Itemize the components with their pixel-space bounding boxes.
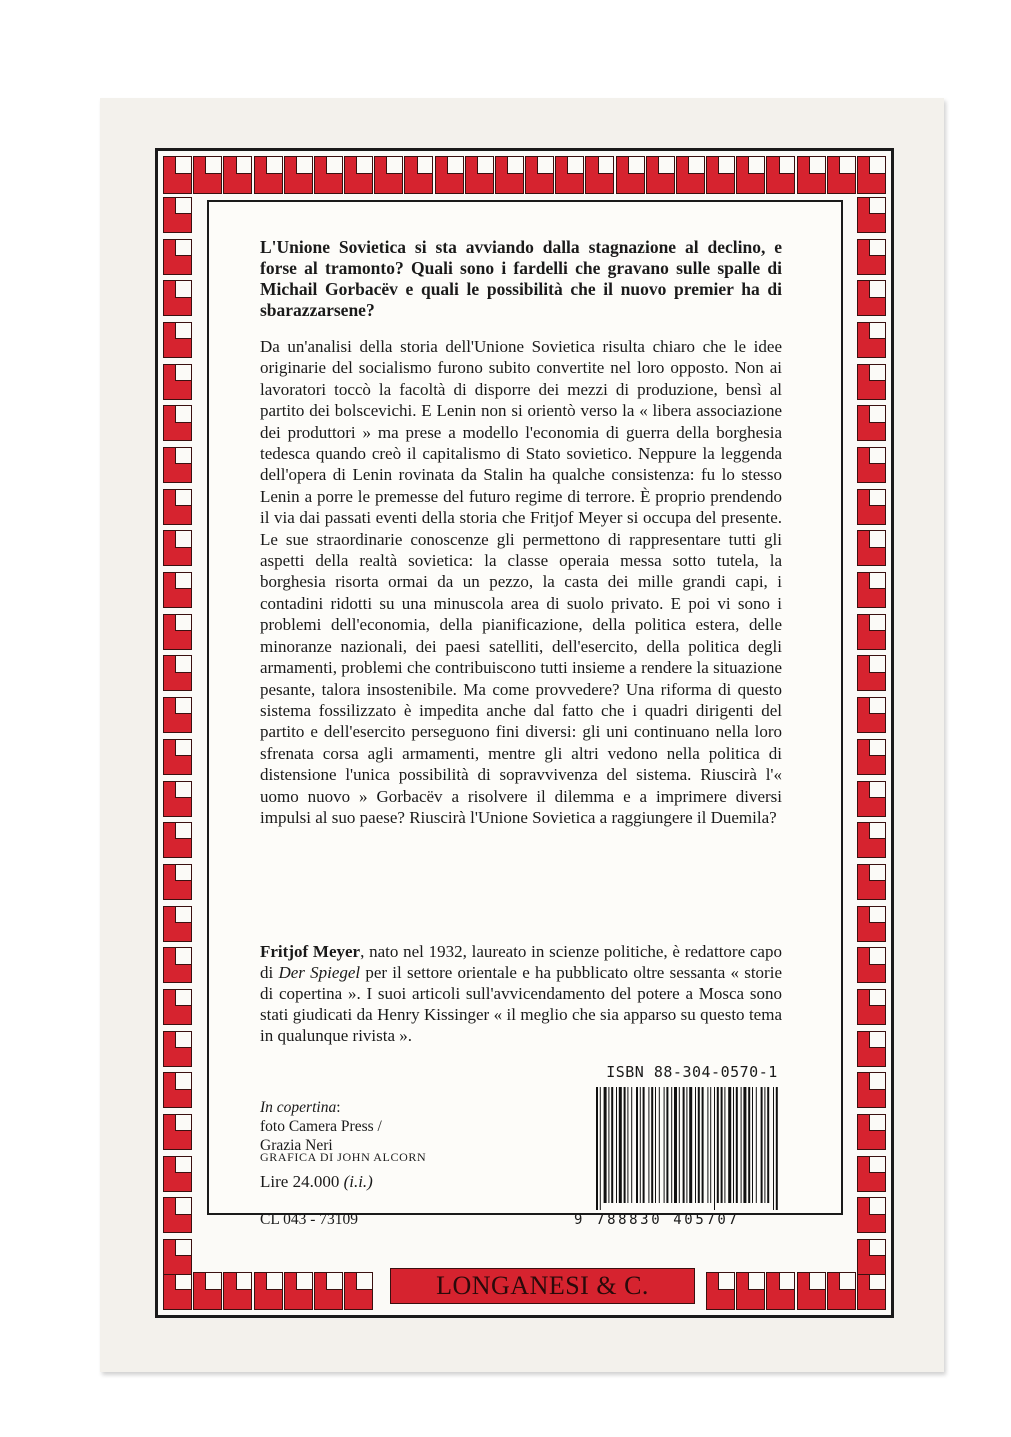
border-tile [857, 1272, 886, 1310]
border-tile [404, 156, 433, 194]
barcode-bar [600, 1087, 601, 1210]
border-tile [163, 1031, 192, 1067]
author-bio [260, 941, 782, 1046]
barcode-bar [707, 1087, 708, 1203]
catalog-code: CL 043 - 73109 [260, 1211, 359, 1228]
barcode-bar [636, 1087, 638, 1203]
border-tile [163, 239, 192, 275]
border-tile [857, 322, 886, 358]
border-tile [465, 156, 494, 194]
barcode-bar [627, 1087, 628, 1203]
barcode-bar [674, 1087, 677, 1203]
border-tile [857, 572, 886, 608]
border-tile [163, 655, 192, 691]
border-tile [284, 156, 313, 194]
border-tile [193, 156, 222, 194]
price-value: Lire 24.000 [260, 1172, 340, 1191]
border-tile [163, 530, 192, 566]
border-tile [163, 614, 192, 650]
intro-blurb: L'Unione Sovietica si sta avviando dalla stagnazione al declino, e forse al tramonto? Quali sono i fardelli che gravano sulle spalle di Michail Gorbacëv e quali le possibilità che il nuovo premier ha di sbarazzarsene? [260, 237, 782, 320]
border-tile [163, 447, 192, 483]
barcode-bar [683, 1087, 685, 1203]
border-tile [766, 1272, 795, 1310]
border-tile [706, 156, 735, 194]
barcode-bar [608, 1087, 609, 1203]
barcode-bar [659, 1087, 660, 1203]
author-name: Fritjof Meyer [260, 942, 361, 961]
border-tile [163, 947, 192, 983]
border-tile [857, 239, 886, 275]
border-tile [736, 156, 765, 194]
border-tile [555, 156, 584, 194]
price-note: (i.i.) [343, 1172, 373, 1191]
border-tile [163, 364, 192, 400]
barcode-bar [616, 1087, 617, 1203]
border-tile [857, 739, 886, 775]
barcode-bar [728, 1087, 731, 1203]
isbn-number: ISBN 88-304-0570-1 [606, 1063, 778, 1081]
barcode-bar [761, 1087, 763, 1203]
barcode-bar [664, 1087, 665, 1203]
border-tile [857, 364, 886, 400]
border-tile [163, 822, 192, 858]
barcode-bar [714, 1087, 715, 1210]
barcode-image [592, 1085, 784, 1210]
barcode-bar [651, 1087, 653, 1203]
border-tile [857, 1072, 886, 1108]
border-tile [163, 405, 192, 441]
barcode-bar [604, 1087, 607, 1203]
border-tile [857, 1031, 886, 1067]
barcode-bar [702, 1087, 704, 1203]
border-tile [163, 1114, 192, 1150]
border-tile [857, 1239, 886, 1275]
border-tile [857, 781, 886, 817]
border-tile [163, 1239, 192, 1275]
border-tile [766, 156, 795, 194]
border-tile [857, 405, 886, 441]
border-tile [857, 530, 886, 566]
border-tile [857, 822, 886, 858]
barcode-bar [721, 1087, 723, 1203]
barcode-bar [743, 1087, 746, 1203]
border-tile [163, 156, 192, 194]
border-tile [827, 156, 856, 194]
border-tile [736, 1272, 765, 1310]
border-tile [163, 781, 192, 817]
border-tile [857, 197, 886, 233]
border-tile [163, 906, 192, 942]
border-tile [163, 280, 192, 316]
border-tile [163, 989, 192, 1025]
credits-label: In copertina [260, 1099, 337, 1116]
barcode-bar [736, 1087, 738, 1203]
barcode-bar [679, 1087, 680, 1203]
barcode-bar [671, 1087, 672, 1203]
credits-line-1: foto Camera Press / [260, 1118, 382, 1135]
magazine-name: Der Spiegel [278, 963, 361, 982]
barcode-bar [648, 1087, 649, 1203]
border-tile [857, 989, 886, 1025]
barcode-bar [710, 1087, 711, 1203]
barcode-bar [733, 1087, 734, 1203]
barcode-bar [689, 1087, 692, 1203]
border-tile [344, 1272, 373, 1310]
border-tile [797, 156, 826, 194]
cover-credits: In copertina: foto Camera Press / Grazia Neri [260, 1099, 382, 1154]
description-text: Da un'analisi della storia dell'Unione Sovietica risulta chiaro che le idee originarie del socialismo furono subito convertite nel loro opposto. Non ai lavoratori toccò la facoltà di disporre dei mezzi di produzione, bensì al partito dei bolscevichi. E Lenin non si orientò verso la « libera associazione dei produttori » ma prese a modello l'economia di guerra della borghesia tedesca quando creò il capitalismo di Stato sovietico. Neppure la leggenda dell'opera di Lenin rovinata da Stalin ha qualche consistenza: fu lo stesso Lenin a porre le premesse del futuro regime di terrore. È proprio prendendo il via dai passati eventi della storia che Fritjof Meyer si occupa del presente. Le sue straordinarie conoscenze gli permettono di rappresentare tutti gli aspetti della realtà sovietica: la classe operaia messa sotto tutela, la borghesia risorta ormai da un pezzo, la casta dei mille grandi capi, i contadini ridotti su una minuscola area di suolo privato. E poi vi sono i problemi dell'economia, della pianificazione, della politica estera, delle minoranze nazionali, dei paesi satelliti, dell'esercito, della politica degli armamenti, problemi che contribuiscono tutti insieme a rendere la situazione pesante, talora insostenibile. Ma come provvedere? Una riforma di questo sistema fossilizzato è impedita anche dal fatto che i quadri dirigenti del partito e dell'esercito perseguono fini diversi: gli uni continuano nella loro sfrenata corsa agli armamenti, mentre gli altri vedono nella politica di distensione l'unica possibilità di sopravvivenza del sistema. Riuscirà l'« uomo nuovo » Gorbacëv a risolvere il dilemma e a imprimere diversi impulsi al suo paese? Riuscirà l'Unione Sovietica a raggiungere il Duemila? [260, 337, 782, 827]
design-credit: GRAFICA DI JOHN ALCORN [260, 1150, 427, 1164]
border-tile [827, 1272, 856, 1310]
border-tile [163, 1156, 192, 1192]
barcode-bar [624, 1087, 626, 1203]
barcode-bar [773, 1087, 774, 1210]
border-tile [857, 947, 886, 983]
border-tile [857, 447, 886, 483]
border-tile [857, 489, 886, 525]
border-tile [314, 1272, 343, 1310]
border-tile [857, 906, 886, 942]
border-tile [646, 156, 675, 194]
border-tile [254, 1272, 283, 1310]
barcode-bar [596, 1087, 598, 1210]
border-tile [585, 156, 614, 194]
border-tile [857, 1197, 886, 1233]
border-tile [857, 655, 886, 691]
barcode-bar [741, 1087, 742, 1203]
border-tile [163, 1197, 192, 1233]
border-tile [163, 322, 192, 358]
barcode-bar [611, 1087, 613, 1203]
border-tile [163, 739, 192, 775]
barcode-bar [686, 1087, 687, 1203]
credits-line-2: Grazia Neri [260, 1137, 333, 1154]
border-tile [223, 1272, 252, 1310]
border-tile [223, 156, 252, 194]
border-tile [163, 197, 192, 233]
barcode-bar [698, 1087, 700, 1203]
barcode-bar [666, 1087, 668, 1203]
border-tile [857, 697, 886, 733]
border-tile [163, 572, 192, 608]
border-tile [254, 156, 283, 194]
barcode-bar [640, 1087, 641, 1203]
border-tile [435, 156, 464, 194]
border-tile [857, 614, 886, 650]
border-tile [857, 1114, 886, 1150]
price [260, 1172, 373, 1191]
border-tile [344, 156, 373, 194]
barcode-bar [631, 1087, 632, 1203]
border-tile [797, 1272, 826, 1310]
barcode-bar [776, 1087, 778, 1210]
ean-number: 9 788830 405707 [574, 1212, 740, 1228]
border-tile [163, 1272, 192, 1310]
border-tile [163, 864, 192, 900]
border-tile [193, 1272, 222, 1310]
border-tile [616, 156, 645, 194]
border-tile [314, 156, 343, 194]
border-tile [374, 156, 403, 194]
barcode-bar [767, 1087, 769, 1203]
border-tile [525, 156, 554, 194]
barcode-bar [695, 1087, 696, 1203]
border-tile [676, 156, 705, 194]
border-tile [163, 1072, 192, 1108]
barcode-bar [764, 1087, 765, 1203]
publisher-logo: LONGANESI & C. [390, 1268, 695, 1304]
border-tile [284, 1272, 313, 1310]
border-tile [857, 280, 886, 316]
barcode-bar [643, 1087, 645, 1203]
border-tile [495, 156, 524, 194]
author-bio-part-2: per il settore orientale e ha pubblicato oltre sessanta « storie di copertina ». I suoi articoli sull'avvicendamento del potere a Mosca sono stati giudicati da Henry Kissinger « il meglio che sia apparso su questo tema in qualunque rivista ». [260, 963, 782, 1045]
barcode-bar [717, 1087, 719, 1203]
barcode-bar [655, 1087, 656, 1203]
border-tile [163, 697, 192, 733]
barcode-bar [756, 1087, 757, 1203]
author-bio-part-1: , nato nel 1932, laureato in scienze politiche, è redattore capo di [260, 942, 782, 982]
barcode-bar [748, 1087, 750, 1203]
border-tile [857, 1156, 886, 1192]
barcode-bar [752, 1087, 753, 1203]
border-tile [163, 489, 192, 525]
barcode-bar [619, 1087, 622, 1203]
border-tile [706, 1272, 735, 1310]
border-tile [857, 864, 886, 900]
barcode-bar [724, 1087, 725, 1203]
border-tile [857, 156, 886, 194]
